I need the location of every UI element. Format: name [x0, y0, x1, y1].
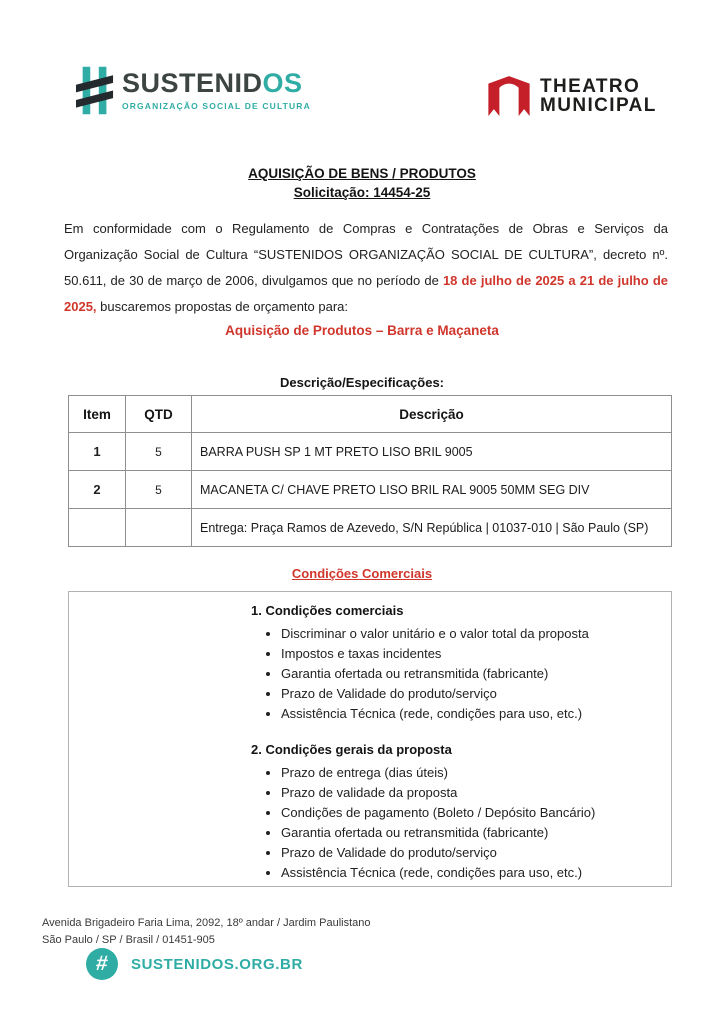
spec-heading: Descrição/Especificações:	[279, 375, 445, 390]
table-row	[69, 509, 672, 547]
sustenidos-subtitle: ORGANIZAÇÃO SOCIAL DE CULTURA	[122, 101, 311, 111]
footer-site-label: SUSTENIDOS.ORG.BR	[131, 955, 303, 973]
sustenidos-name-main: SUSTENID	[122, 68, 263, 98]
list-item: • Prazo de Validade do produto/serviço	[281, 686, 671, 701]
list-item: • Discriminar o valor unitário e o valor total da proposta	[281, 626, 671, 641]
intro-part1: Em conformidade com o Regulamento de Compras e Contratações de Obras e Serviços da Organização Social de Cultura “SUSTENIDOS ORGANIZAÇÃO SOCIAL DE CULTURA”, decreto nº. 50.611, de 30 de março de 2006, divulgamos que no período de	[64, 221, 668, 288]
header-desc: Descrição	[192, 396, 672, 433]
row1-desc: BARRA PUSH SP 1 MT PRETO LISO BRIL 9005	[192, 433, 672, 471]
section1-bullet-list	[251, 626, 671, 721]
header-item: Item	[69, 396, 126, 433]
conditions-section-1	[251, 603, 671, 721]
list-item: • Assistência Técnica (rede, condições para uso, etc.)	[281, 706, 671, 721]
list-item: • Garantia ofertada ou retransmitida (fabricante)	[281, 825, 671, 840]
footer-brand	[86, 948, 303, 980]
sustenidos-logo	[76, 64, 311, 117]
list-item: • Prazo de entrega (dias úteis)	[281, 765, 671, 780]
address-line2: São Paulo / SP / Brasil / 01451-905	[42, 934, 215, 946]
arch-icon	[487, 72, 531, 120]
product-heading: Aquisição de Produtos – Barra e Maçaneta	[225, 323, 499, 338]
intro-part2: buscaremos propostas de orçamento para:	[96, 299, 349, 314]
list-item: • Condições de pagamento (Boleto / Depósito Bancário)	[281, 805, 671, 820]
row3-qtd	[126, 509, 192, 547]
list-item: • Prazo de Validade do produto/serviço	[281, 845, 671, 860]
section2-title: 2. Condições gerais da proposta	[251, 742, 452, 757]
list-item: • Garantia ofertada ou retransmitida (fabricante)	[281, 666, 671, 681]
hash-circle-icon: #	[86, 948, 118, 980]
row1-qtd: 5	[126, 433, 192, 471]
hash-icon	[76, 64, 114, 117]
table-header-row	[69, 396, 672, 433]
theatro-municipal-logo	[487, 72, 657, 120]
row1-item: 1	[69, 433, 126, 471]
intro-paragraph	[64, 216, 668, 320]
section2-bullet-list	[251, 765, 671, 880]
row2-qtd: 5	[126, 471, 192, 509]
conditions-box	[68, 591, 672, 887]
footer-address	[42, 915, 371, 949]
list-item: • Assistência Técnica (rede, condições para uso, etc.)	[281, 865, 671, 880]
theatro-line1: THEATRO	[540, 76, 641, 97]
row2-item: 2	[69, 471, 126, 509]
document-title	[0, 164, 724, 202]
section1-title: 1. Condições comerciais	[251, 603, 404, 618]
theatro-line2: MUNICIPAL	[540, 95, 657, 116]
table-row	[69, 471, 672, 509]
intro-date-range: 18 de julho de 2025 a 21 de julho de 2025,	[64, 273, 668, 314]
sustenidos-name	[122, 70, 311, 97]
title-line2: Solicitação: 14454-25	[293, 185, 431, 200]
address-line1: Avenida Brigadeiro Faria Lima, 2092, 18º andar / Jardim Paulistano	[42, 917, 371, 929]
items-table	[68, 395, 672, 547]
title-line1: AQUISIÇÃO DE BENS / PRODUTOS	[248, 166, 476, 181]
header-qtd: QTD	[126, 396, 192, 433]
row3-item	[69, 509, 126, 547]
sustenidos-wordmark	[122, 64, 311, 111]
theatro-wordmark	[540, 77, 657, 115]
row3-desc: Entrega: Praça Ramos de Azevedo, S/N República | 01037-010 | São Paulo (SP)	[192, 509, 672, 547]
sustenidos-name-accent: OS	[262, 68, 303, 98]
list-item: • Impostos e taxas incidentes	[281, 646, 671, 661]
table-row	[69, 433, 672, 471]
conditions-section-2	[251, 742, 671, 880]
list-item: • Prazo de validade da proposta	[281, 785, 671, 800]
conditions-heading: Condições Comerciais	[291, 566, 433, 581]
row2-desc: MACANETA C/ CHAVE PRETO LISO BRIL RAL 9005 50MM SEG DIV	[192, 471, 672, 509]
